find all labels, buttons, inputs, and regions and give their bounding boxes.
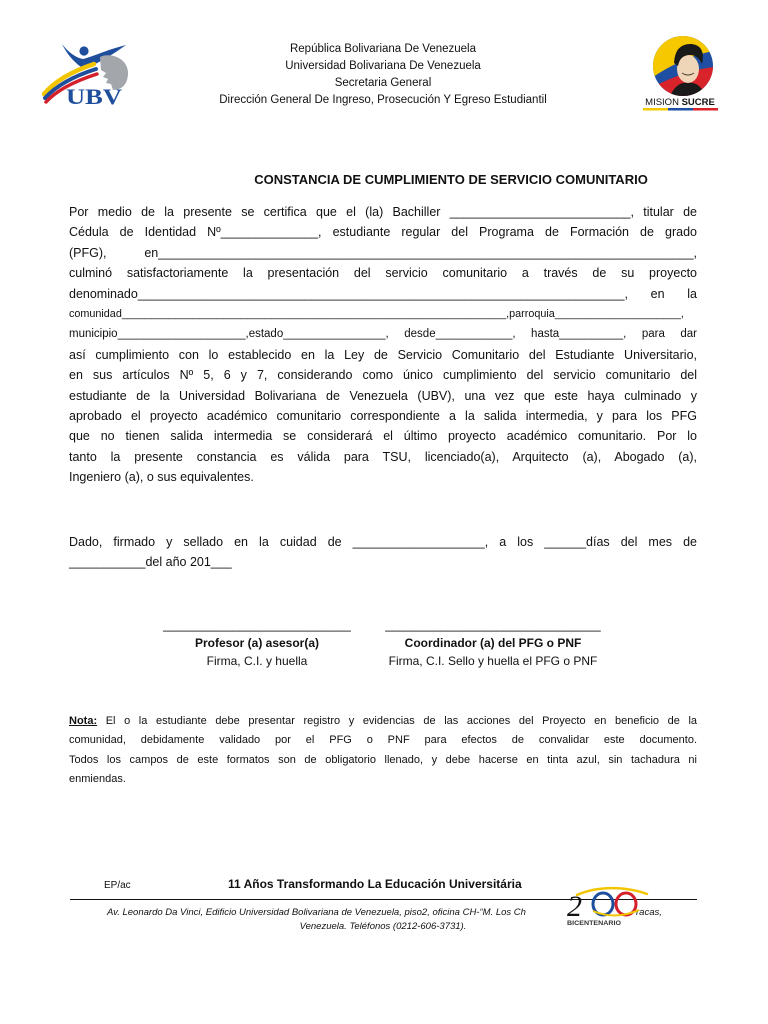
closing-line: Dado, firmado y sellado en la cuidad de ___________________, a los ______días del mes de xyxy=(69,535,697,549)
header-line-secretaria: Secretaria General xyxy=(334,77,432,89)
sucre-text: SUCRE xyxy=(681,97,715,108)
signature-title: Coordinador (a) del PFG o PNF xyxy=(404,636,582,650)
footer-address-line1-end: racas, xyxy=(636,907,662,918)
header-line-republic: República Bolivariana De Venezuela xyxy=(289,43,477,55)
signature-line: _______________________________ xyxy=(385,618,601,632)
body-line: tanto la presente constancia es válida para TSU, licenciado(a), Arquitecto (a), Abogado (a), xyxy=(69,449,697,464)
note-line xyxy=(69,712,697,731)
footer-address-line2: Venezuela. Teléfonos (0212-606-3731). xyxy=(299,921,467,932)
note-label: Nota: xyxy=(69,715,98,727)
footer-address-line1-start: Av. Leonardo Da Vinci, Edificio Universidad Bolivariana de Venezuela, piso2, oficina CH-“M. Los Ch xyxy=(107,907,526,918)
body-line: culminó satisfactoriamente la presentación del servicio comunitario a través de su proyecto xyxy=(69,266,697,281)
note-paragraph xyxy=(69,712,697,790)
ubv-logo-text: UBV xyxy=(66,84,123,108)
signature-advisor xyxy=(127,616,387,670)
body-line: en sus artículos Nº 5, 6 y 7, considerando como único cumplimiento del servicio comunitario del xyxy=(69,368,697,383)
body-line: Cédula de Identidad Nº______________, estudiante regular del Programa de Formación de grado xyxy=(69,225,697,240)
body-line: así cumplimiento con lo establecido en la Ley de Servicio Comunitario del Estudiante Universitario, xyxy=(69,347,697,362)
body-line: que no tienen salida intermedia se considerará el último proyecto académico comunitario. Por lo xyxy=(69,429,697,444)
note-line: comunidad, debidamente validado por el PFG o PNF para efectos de convalidar este documento. xyxy=(69,734,697,747)
note-text: El o la estudiante debe presentar registro y evidencias de las acciones del Proyecto en beneficio de la xyxy=(105,715,698,727)
body-line: Por medio de la presente se certifica que el (la) Bachiller __________________________, titular de xyxy=(69,205,697,219)
document-title: CONSTANCIA DE CUMPLIMIENTO DE SERVICIO COMUNITARIO xyxy=(254,172,648,187)
signature-subtitle: Firma, C.I. y huella xyxy=(206,654,308,668)
mision-text: MISION xyxy=(645,97,679,108)
body-line: comunidad________________________________________________________________,parroquia_____________________, xyxy=(69,307,684,320)
signature-line: ___________________________ xyxy=(163,618,351,632)
header-line-direction: Dirección General De Ingreso, Prosecución Y Egreso Estudiantil xyxy=(219,94,547,106)
body-line: estudiante de la Universidad Bolivariana de Venezuela (UBV), una vez que este haya culminado y xyxy=(69,388,697,403)
closing-statement xyxy=(69,532,697,572)
footer-code: EP/ac xyxy=(104,880,131,891)
signature-coordinator xyxy=(363,616,623,670)
closing-line: ___________del año 201___ xyxy=(69,555,232,569)
body-line: aprobado el proyecto académico comunitario correspondiente a la salida intermedia, y para los PFG xyxy=(69,408,697,423)
bicentenario-200-logo xyxy=(563,883,649,927)
svg-text:2: 2 xyxy=(567,890,582,923)
svg-text:BICENTENARIO: BICENTENARIO xyxy=(567,921,622,927)
footer-slogan: 11 Años Transformando La Educación Universitária xyxy=(228,877,522,891)
institution-header xyxy=(0,41,766,109)
note-line: enmiendas. xyxy=(69,773,126,786)
note-line: Todos los campos de este formatos son de obligatorio llenado, y debe hacerse en tinta azul, sin tachadura ni xyxy=(69,753,697,766)
header-line-university: Universidad Bolivariana De Venezuela xyxy=(285,60,481,72)
signature-title: Profesor (a) asesor(a) xyxy=(194,636,320,650)
body-line: Ingeniero (a), o sus equivalentes. xyxy=(69,470,254,485)
body-line: municipio____________________,estado________________, desde____________, hasta__________, para dar xyxy=(69,328,697,341)
signature-subtitle: Firma, C.I. Sello y huella el PFG o PNF xyxy=(388,654,598,668)
body-line: denominado______________________________________________________________________, en la xyxy=(69,286,697,301)
body-line: (PFG), en_____________________________________________________________________________, xyxy=(69,245,697,260)
bicentenario-logo-graphic xyxy=(563,883,649,927)
certificate-body xyxy=(69,202,697,487)
